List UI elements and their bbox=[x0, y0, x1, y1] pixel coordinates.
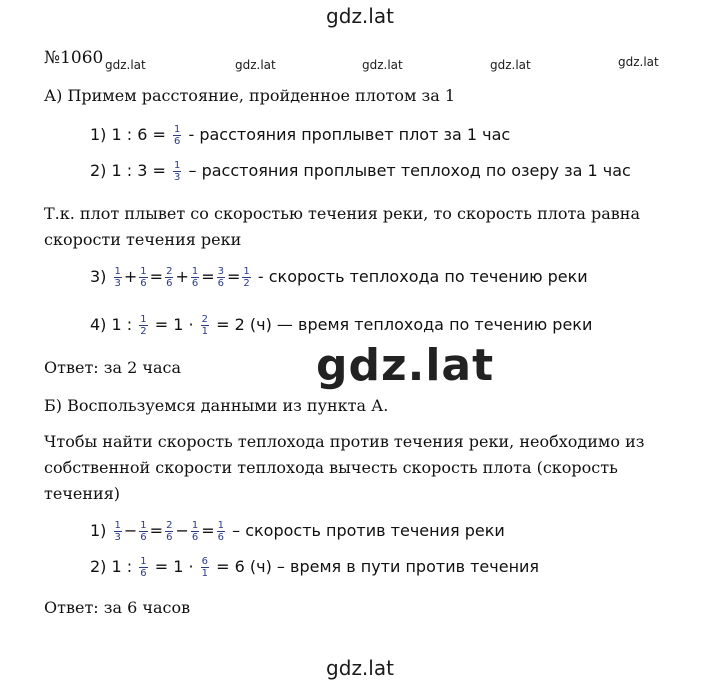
part-a-step-3: 3) $\frac{1}{3}$ + $\frac{1}{6}$ = $\frac{2}{6}$ + $\frac{1}{6}$ = $\frac{3}{6}$ = $\frac{1}{2}$ - скорость теплохода по течению реки bbox=[90, 266, 588, 289]
part-b-step-2 bbox=[90, 556, 539, 579]
fraction: $\frac{1}{6}$ bbox=[140, 520, 147, 543]
fraction: $\frac{2}{1}$ bbox=[201, 314, 209, 337]
watermark-small: gdz.lat bbox=[362, 58, 403, 72]
part-b-answer: Ответ: за 6 часов bbox=[44, 598, 191, 617]
watermark-top: gdz.lat bbox=[326, 4, 394, 28]
step-prefix: 2) 1 : 3 = bbox=[90, 161, 166, 180]
fraction: $\frac{1}{3}$ bbox=[114, 266, 121, 289]
part-a-explain-line-1: Т.к. плот плывет со скоростью течения реки, то скорость плота равна bbox=[44, 204, 640, 223]
part-a-step-1 bbox=[90, 124, 510, 147]
watermark-small: gdz.lat bbox=[105, 58, 146, 72]
step-prefix: 1) bbox=[90, 521, 107, 540]
watermark-center: gdz.lat bbox=[316, 340, 495, 391]
step-prefix: 4) 1 : bbox=[90, 315, 133, 334]
step-text: – скорость против течения реки bbox=[232, 521, 505, 540]
part-a-answer: Ответ: за 2 часа bbox=[44, 358, 182, 377]
fraction: $\frac{1}{6}$ bbox=[140, 266, 147, 289]
part-a-step-4 bbox=[90, 314, 592, 337]
fraction: $\frac{3}{6}$ bbox=[217, 266, 225, 289]
part-b-step-1: 1) $\frac{1}{3}$ − $\frac{1}{6}$ = $\frac{2}{6}$ − $\frac{1}{6}$ = $\frac{1}{6}$ – скорость против течения реки bbox=[90, 520, 505, 543]
fraction: $\frac{1}{6}$ bbox=[174, 124, 181, 147]
step-mid: = 1 · bbox=[154, 315, 194, 334]
watermark-small: gdz.lat bbox=[235, 58, 276, 72]
fraction: $\frac{1}{6}$ bbox=[217, 520, 225, 543]
step-text: - расстояния проплывет плот за 1 час bbox=[188, 125, 511, 144]
watermark-small: gdz.lat bbox=[618, 55, 659, 69]
step-text: – расстояния проплывет теплоход по озеру за 1 час bbox=[188, 161, 631, 180]
part-a-step-2 bbox=[90, 160, 631, 183]
fraction: $\frac{1}{3}$ bbox=[114, 520, 121, 543]
step-text: = 6 (ч) – время в пути против течения bbox=[216, 557, 540, 576]
fraction: $\frac{1}{2}$ bbox=[243, 266, 250, 289]
fraction: $\frac{6}{1}$ bbox=[201, 556, 209, 579]
part-b-intro: Б) Воспользуемся данными из пункта А. bbox=[44, 396, 389, 415]
part-b-explain-line-3: течения) bbox=[44, 484, 121, 503]
fraction: $\frac{1}{6}$ bbox=[140, 556, 147, 579]
fraction: $\frac{1}{6}$ bbox=[191, 266, 199, 289]
step-mid: = 1 · bbox=[154, 557, 194, 576]
fraction: $\frac{1}{2}$ bbox=[140, 314, 147, 337]
part-b-explain-line-1: Чтобы найти скорость теплохода против течения реки, необходимо из bbox=[44, 432, 645, 451]
step-prefix: 3) bbox=[90, 267, 107, 286]
problem-number: №1060 bbox=[44, 48, 104, 68]
part-a-intro: А) Примем расстояние, пройденное плотом за 1 bbox=[44, 86, 456, 105]
step-text: - скорость теплохода по течению реки bbox=[257, 267, 588, 286]
watermark-bottom: gdz.lat bbox=[326, 656, 394, 680]
step-text: = 2 (ч) — время теплохода по течению реки bbox=[216, 315, 593, 334]
part-b-explain-line-2: собственной скорости теплохода вычесть скорость плота (скорость bbox=[44, 458, 618, 477]
fraction: $\frac{2}{6}$ bbox=[166, 520, 173, 543]
part-a-explain-line-2: скорости течения реки bbox=[44, 230, 242, 249]
watermark-small: gdz.lat bbox=[490, 58, 531, 72]
step-prefix: 1) 1 : 6 = bbox=[90, 125, 166, 144]
fraction: $\frac{2}{6}$ bbox=[166, 266, 173, 289]
fraction: $\frac{1}{6}$ bbox=[191, 520, 199, 543]
step-prefix: 2) 1 : bbox=[90, 557, 133, 576]
fraction: $\frac{1}{3}$ bbox=[174, 160, 181, 183]
